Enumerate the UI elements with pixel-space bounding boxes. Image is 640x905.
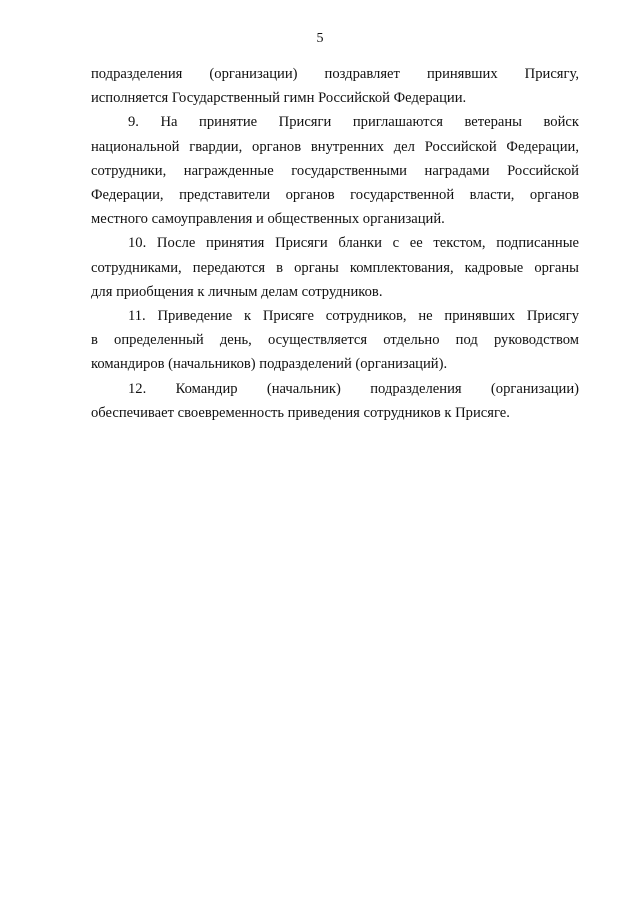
text-line: 12. Командир (начальник) подразделения (организации) <box>128 380 579 397</box>
text-line: сотрудниками, передаются в органы комплектования, кадровые органы <box>91 259 579 276</box>
text-line: 9. На принятие Присяги приглашаются ветераны войск <box>128 114 579 131</box>
paragraph-9 <box>91 110 579 231</box>
paragraph-continuation <box>91 62 579 110</box>
paragraph-12 <box>91 377 579 425</box>
text-line: для приобщения к личным делам сотрудников. <box>91 283 383 300</box>
text-line: Федерации, представители органов государственной власти, органов <box>91 187 579 204</box>
text-line: обеспечивает своевременность приведения сотрудников к Присяге. <box>91 404 510 421</box>
document-body <box>91 62 579 425</box>
text-line: командиров (начальников) подразделений (организаций). <box>91 356 448 373</box>
text-line: 10. После принятия Присяги бланки с ее текстом, подписанные <box>128 235 579 252</box>
paragraph-11 <box>91 304 579 377</box>
paragraph-10 <box>91 231 579 304</box>
text-line: сотрудники, награжденные государственными наградами Российской <box>91 162 579 179</box>
text-line: 11. Приведение к Присяге сотрудников, не принявших Присягу <box>128 308 579 325</box>
text-line: подразделения (организации) поздравляет принявших Присягу, <box>91 66 579 82</box>
text-line: местного самоуправления и общественных организаций. <box>91 211 445 228</box>
page-number: 5 <box>316 31 324 46</box>
text-line: в определенный день, осуществляется отдельно под руководством <box>91 332 579 349</box>
text-line: исполняется Государственный гимн Российской Федерации. <box>91 90 467 107</box>
text-line: национальной гвардии, органов внутренних дел Российской Федерации, <box>91 138 579 155</box>
